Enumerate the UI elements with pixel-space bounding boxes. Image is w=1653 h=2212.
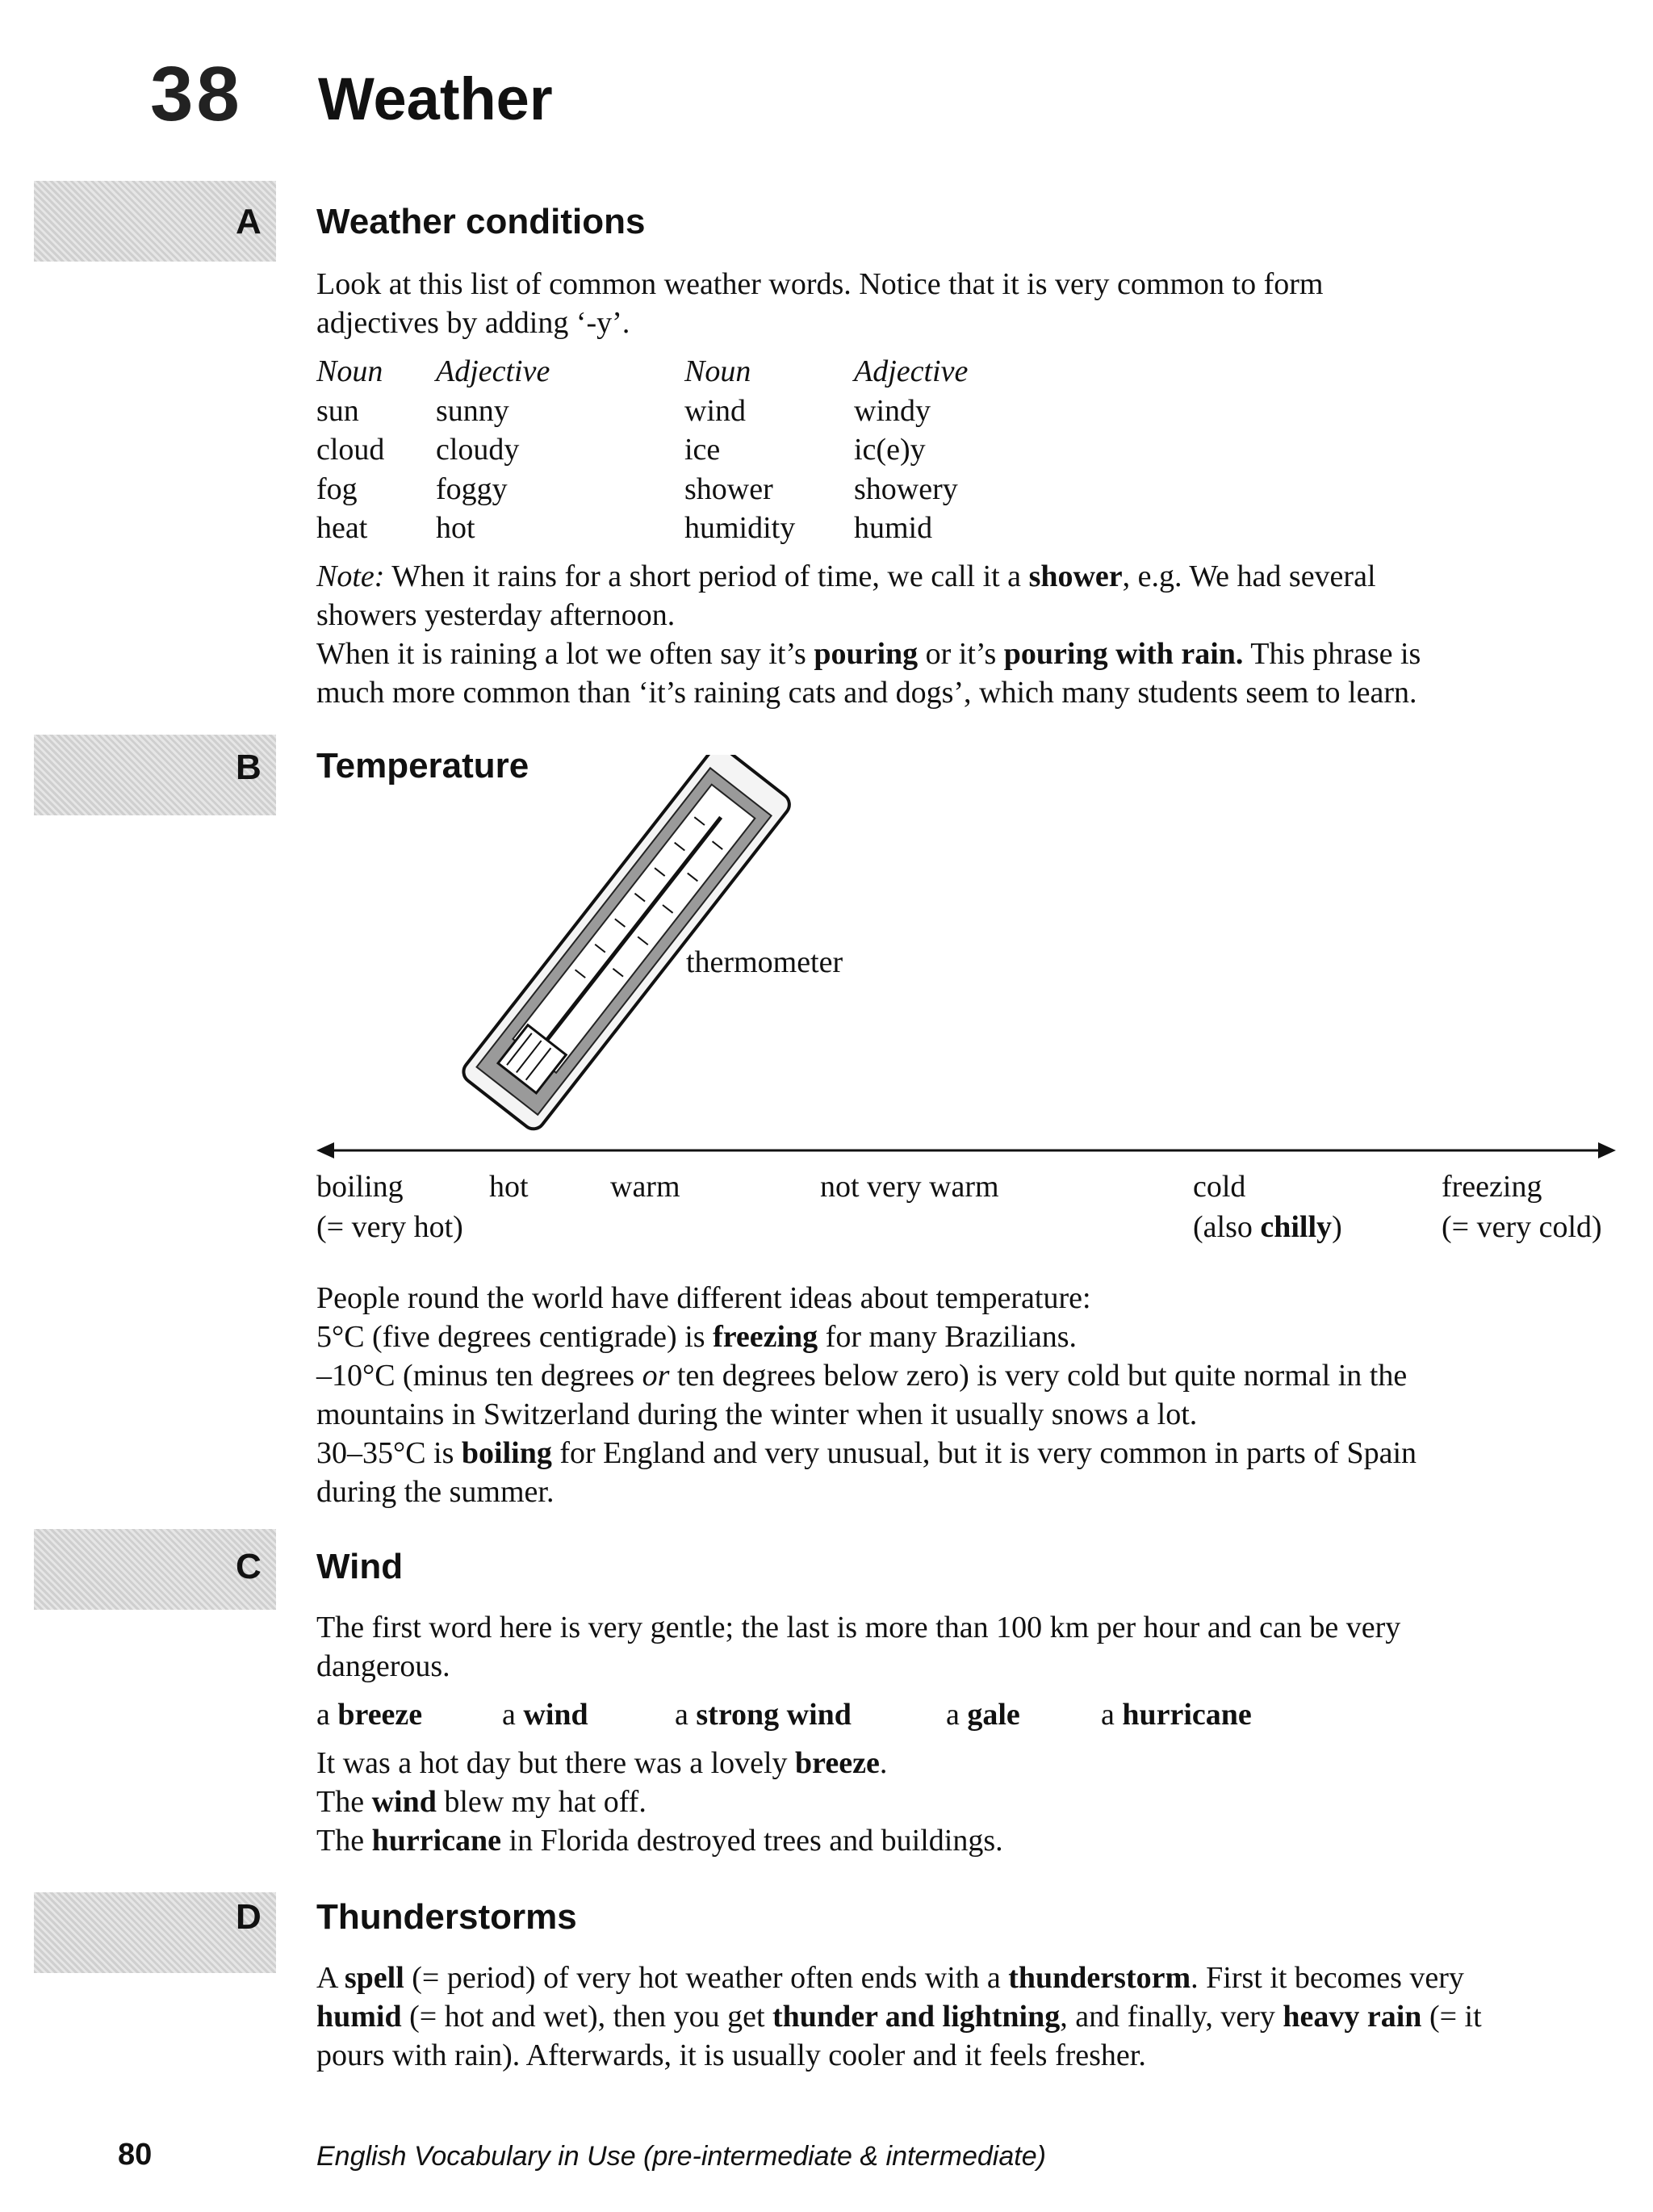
column-header: Noun [316, 354, 383, 388]
table-cell: sunny [436, 393, 509, 428]
temperature-scale-arrow [316, 1138, 1616, 1163]
text-line [316, 1356, 1608, 1395]
table-cell: cloudy [436, 433, 520, 467]
scale-word-cold: cold [1193, 1170, 1246, 1204]
book-title: English Vocabulary in Use (pre-intermediate & intermediate) [316, 2141, 1046, 2172]
text: This phrase is [1243, 637, 1421, 671]
scale-note-freezing: (= very cold) [1442, 1210, 1602, 1244]
text: –10°C (minus ten degrees [316, 1359, 642, 1393]
keyword: boiling [461, 1436, 552, 1470]
table-cell: sun [316, 393, 359, 428]
scale-word-freezing: freezing [1442, 1170, 1542, 1204]
text: When it is raining a lot we often say it’s [316, 637, 814, 671]
intro-line: adjectives by adding ‘-y’. [316, 306, 630, 340]
scale-word-boiling: boiling [316, 1170, 404, 1204]
keyword: spell [344, 1961, 404, 1995]
table-cell: wind [684, 393, 746, 428]
wind-word-strong-wind [675, 1697, 852, 1732]
text: blew my hat off. [436, 1785, 647, 1819]
column-header: Adjective [854, 354, 969, 388]
wind-word-wind [502, 1697, 588, 1732]
scale-note-boiling: (= very hot) [316, 1210, 463, 1244]
keyword: shower [1028, 559, 1123, 593]
text: The [316, 1824, 372, 1858]
column-header: Noun [684, 354, 751, 388]
text-line [316, 1959, 1640, 1997]
scale-word-hot: hot [489, 1170, 529, 1204]
intro-line: Look at this list of common weather words. Notice that it is very common to form [316, 267, 1324, 301]
article: a [316, 1698, 338, 1732]
text-line: pours with rain). Afterwards, it is usually cooler and it feels fresher. [316, 2038, 1146, 2072]
keyword: chilly [1260, 1210, 1333, 1244]
keyword: gale [967, 1698, 1020, 1732]
text: . First it becomes very [1191, 1961, 1464, 1995]
table-cell: ic(e)y [854, 433, 926, 467]
section-a-heading: Weather conditions [316, 202, 646, 241]
text: When it rains for a short period of time, we call it a [384, 559, 1029, 593]
keyword: strong wind [696, 1698, 852, 1732]
note-line [316, 557, 1608, 596]
keyword: breeze [337, 1698, 423, 1732]
text: , and finally, very [1060, 2000, 1283, 2034]
article: a [675, 1698, 697, 1732]
keyword: heavy rain [1283, 2000, 1422, 2034]
scale-word-not-very-warm: not very warm [820, 1170, 999, 1204]
section-d-letter: D [236, 1897, 262, 1937]
note-line [316, 635, 1608, 673]
italic-word: or [642, 1359, 670, 1393]
text-line [316, 1434, 1608, 1473]
article: a [946, 1698, 968, 1732]
example-line [316, 1744, 1608, 1783]
section-d-text [316, 1959, 1640, 2075]
keyword: hurricane [371, 1824, 502, 1858]
table-cell: humidity [684, 511, 796, 545]
keyword: pouring with rain. [1003, 637, 1244, 671]
text-line [316, 1997, 1640, 2036]
text: or it’s [918, 637, 1004, 671]
intro-line: The first word here is very gentle; the last is more than 100 km per hour and can be very [316, 1611, 1401, 1644]
keyword: pouring [814, 637, 919, 671]
text: 5°C (five degrees centigrade) is [316, 1320, 714, 1354]
note-line: showers yesterday afternoon. [316, 598, 676, 632]
text: , e.g. We had several [1122, 559, 1376, 593]
text: It was a hot day but there was a lovely [316, 1746, 796, 1780]
text: for many Brazilians. [818, 1320, 1077, 1354]
example-line [316, 1783, 1608, 1821]
keyword: breeze [795, 1746, 880, 1780]
scale-word-warm: warm [610, 1170, 680, 1204]
section-c-intro [316, 1608, 1608, 1686]
text: for England and very unusual, but it is very common in parts of Spain [551, 1436, 1417, 1470]
table-cell: showery [854, 471, 958, 506]
wind-word-gale [946, 1697, 1020, 1732]
keyword: wind [371, 1785, 437, 1819]
table-cell: shower [684, 471, 773, 506]
section-c-examples [316, 1744, 1608, 1860]
text-line [316, 1318, 1608, 1356]
article: a [1101, 1698, 1123, 1732]
text: (= period) of very hot weather often ends with a [404, 1961, 1009, 1995]
table-cell: foggy [436, 471, 508, 506]
text: A [316, 1961, 345, 1995]
text: ten degrees below zero) is very cold but quite normal in the [669, 1359, 1408, 1393]
keyword: thunderstorm [1008, 1961, 1191, 1995]
scale-note-cold [1193, 1209, 1342, 1245]
text: in Florida destroyed trees and buildings. [501, 1824, 1003, 1858]
section-b-heading: Temperature [316, 746, 529, 786]
unit-number: 38 [150, 51, 243, 137]
section-a-note [316, 557, 1608, 712]
thermometer-label: thermometer [686, 945, 843, 979]
keyword: humid [316, 2000, 402, 2034]
section-c-heading: Wind [316, 1547, 404, 1586]
unit-title: Weather [318, 65, 553, 132]
text: (also [1193, 1210, 1261, 1244]
table-cell: humid [854, 511, 933, 545]
table-cell: fog [316, 471, 358, 506]
text: (= it [1421, 2000, 1482, 2034]
text: (= hot and wet), then you get [401, 2000, 773, 2034]
text-line: during the summer. [316, 1475, 554, 1509]
section-a-letter: A [236, 202, 262, 241]
text: ) [1332, 1210, 1342, 1244]
text: The [316, 1785, 372, 1819]
keyword: wind [523, 1698, 588, 1732]
table-cell: cloud [316, 433, 385, 467]
keyword: hurricane [1122, 1698, 1252, 1732]
text-line: People round the world have different ideas about temperature: [316, 1281, 1091, 1315]
example-line [316, 1821, 1608, 1860]
section-b-text [316, 1279, 1608, 1511]
text: . [879, 1746, 888, 1780]
table-cell: windy [854, 393, 931, 428]
table-cell: heat [316, 511, 368, 545]
note-label: Note: [316, 559, 385, 593]
column-header: Adjective [436, 354, 550, 388]
keyword: freezing [713, 1320, 818, 1354]
section-d-heading: Thunderstorms [316, 1897, 577, 1937]
text: 30–35°C is [316, 1436, 462, 1470]
article: a [502, 1698, 524, 1732]
wind-word-hurricane [1101, 1697, 1252, 1732]
intro-line: dangerous. [316, 1649, 450, 1683]
wind-word-breeze [316, 1697, 422, 1732]
page-number: 80 [118, 2138, 153, 2172]
table-cell: hot [436, 511, 475, 545]
note-line: much more common than ‘it’s raining cats and dogs’, which many students seem to learn. [316, 676, 1417, 710]
section-c-letter: C [236, 1547, 262, 1586]
table-cell: ice [684, 433, 721, 467]
text-line: mountains in Switzerland during the winter when it usually snows a lot. [316, 1397, 1198, 1431]
keyword: thunder and lightning [772, 2000, 1061, 2034]
section-a-intro [316, 265, 1608, 342]
section-b-letter: B [236, 748, 262, 787]
